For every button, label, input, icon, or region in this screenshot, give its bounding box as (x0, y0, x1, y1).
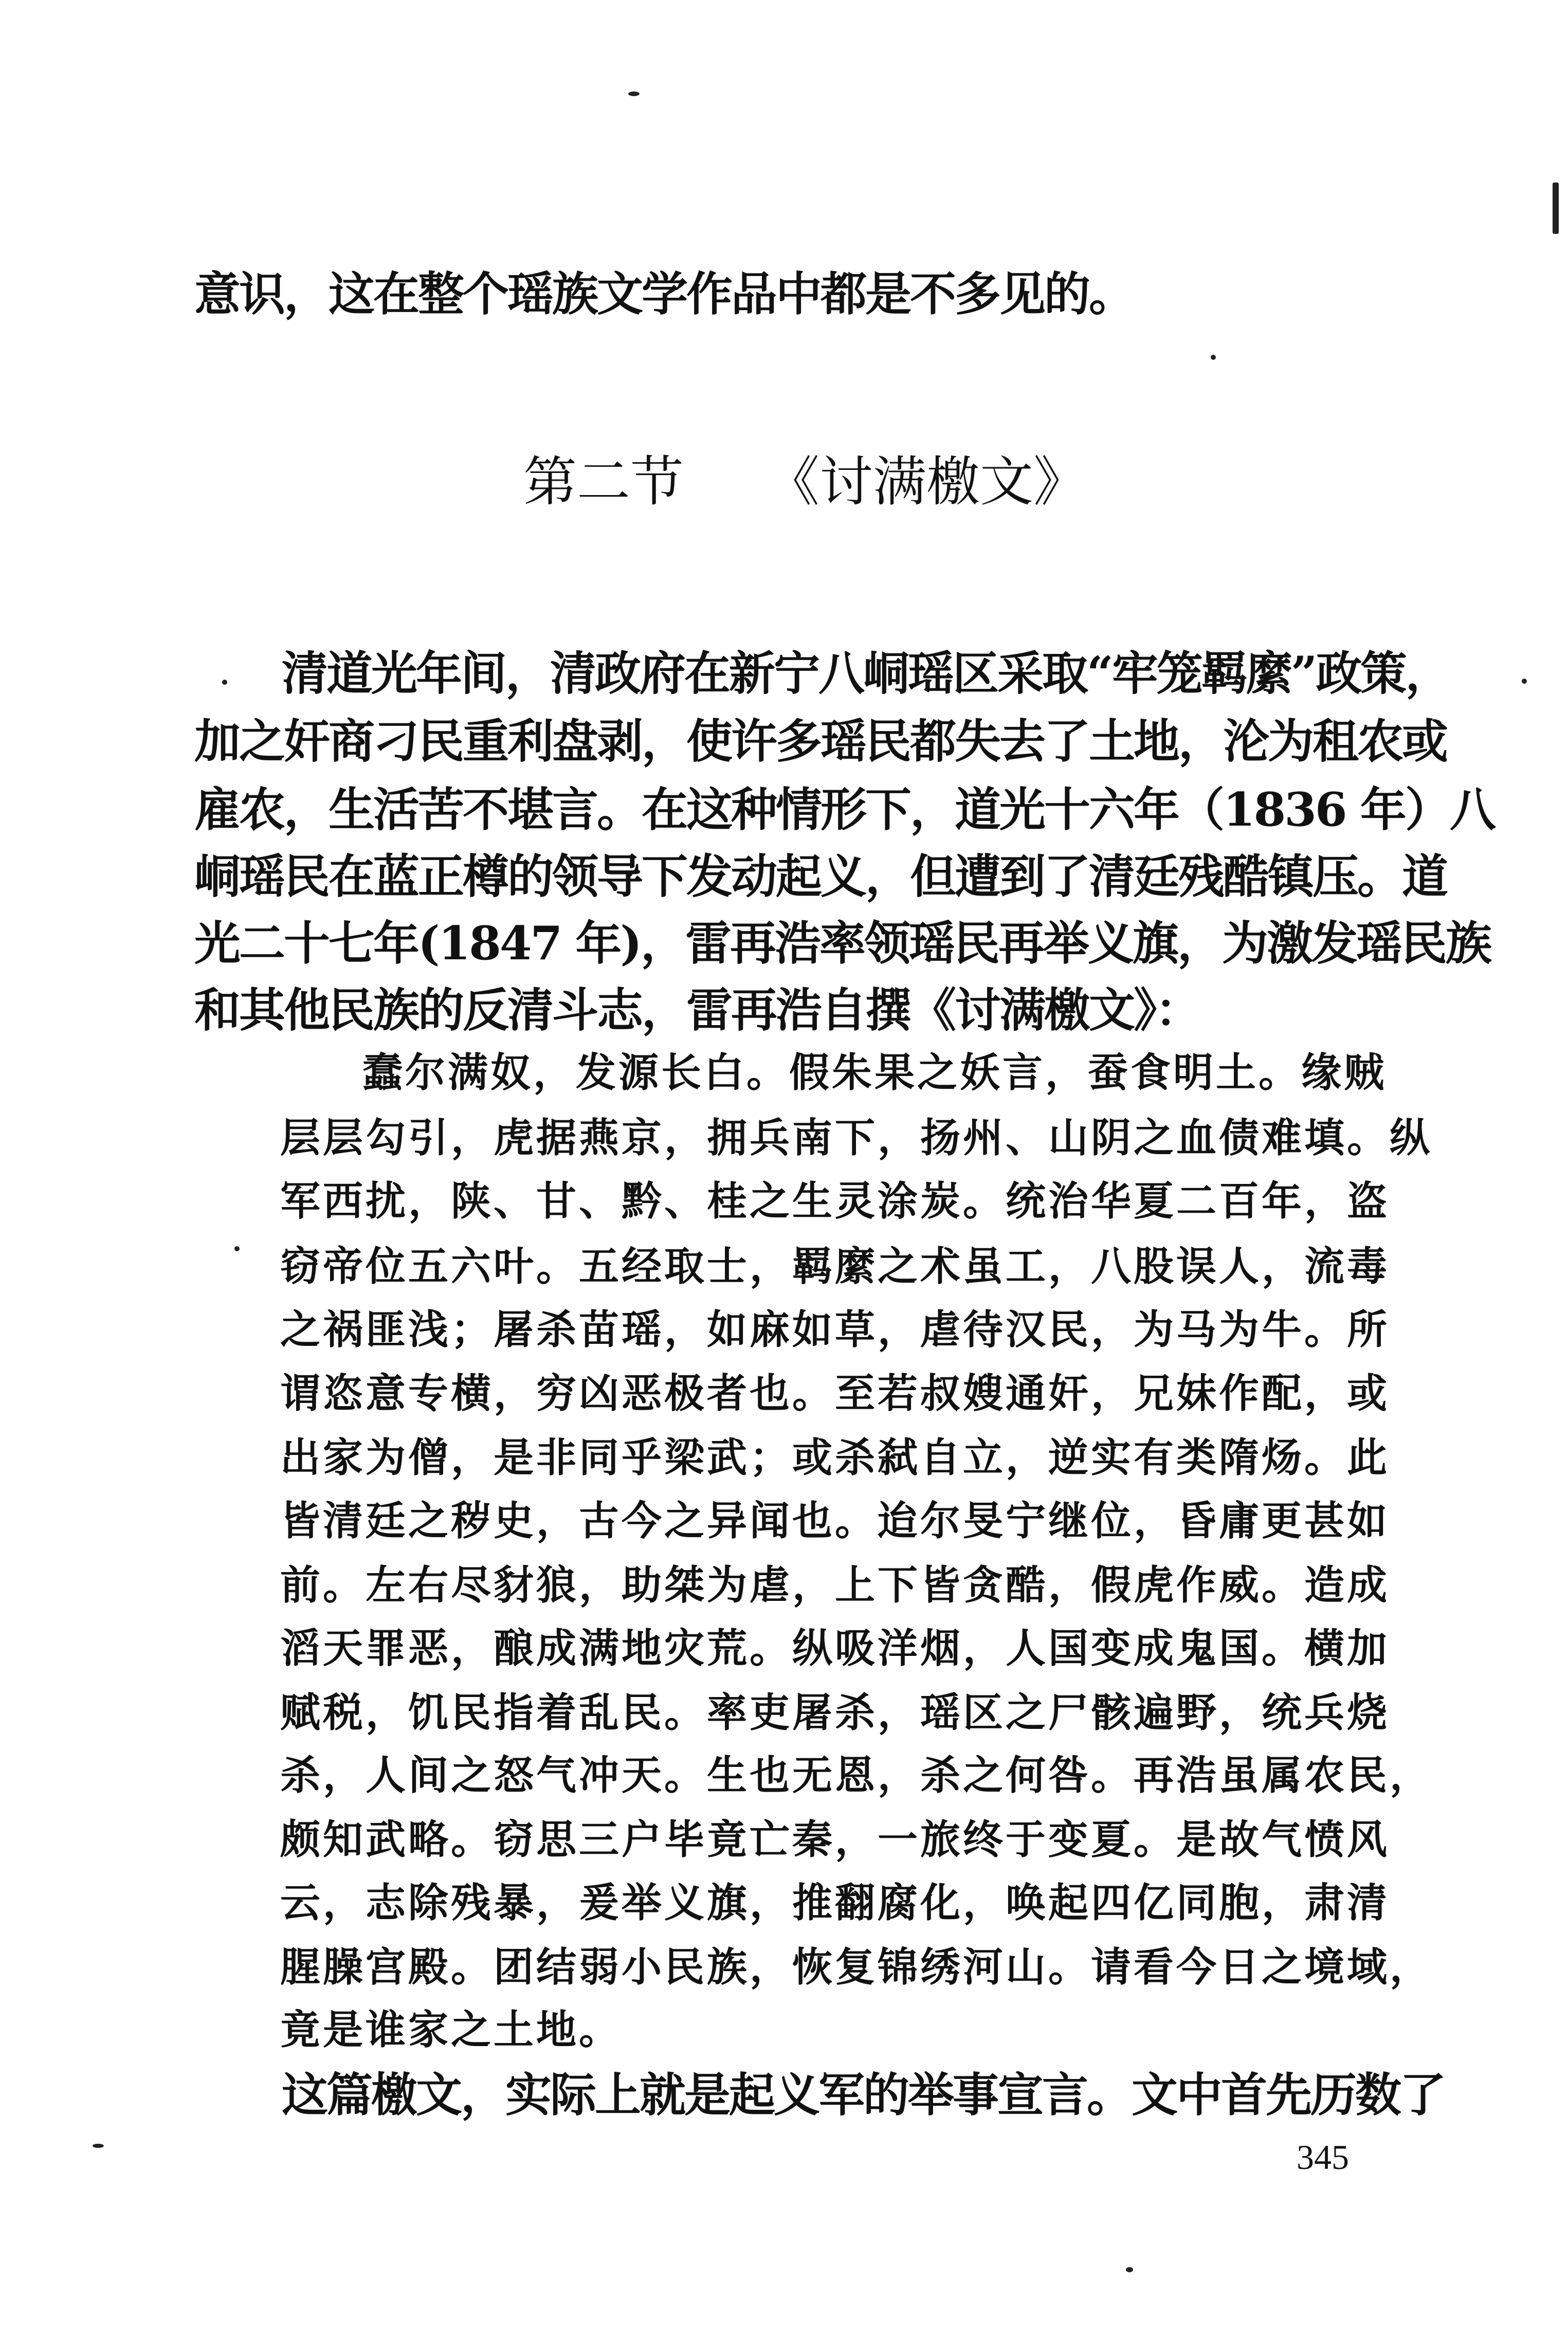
quote-line: 颇知武略。窃思三户毕竟亡秦，一旅终于变夏。是故气愤风 (280, 1817, 1390, 1863)
scan-speck (222, 680, 227, 685)
quote-line: 赋税，饥民指着乱民。率吏屠杀，瑶区之尸骸遍野，统兵烧 (280, 1690, 1390, 1736)
scan-speck (1126, 2267, 1133, 2272)
intro-line: 雇农，生活苦不堪言。在这种情形下，道光十六年（1836 年）八 (194, 782, 1494, 837)
quote-line: 出家为僧，是非同乎梁武；或杀弑自立，逆实有类隋炀。此 (280, 1435, 1390, 1481)
quote-line: 谓恣意专横，穷凶恶极者也。至若叔嫂通奸，兄妹作配，或 (280, 1371, 1390, 1417)
quote-line: 窃帝位五六叶。五经取士，羁縻之术虽工，八股误人，流毒 (280, 1244, 1390, 1290)
quote-line: 蠢尔满奴，发源长白。假朱果之妖言，蚕食明土。缘贼 (362, 1050, 1387, 1096)
scan-speck (1553, 183, 1559, 234)
scan-speck (93, 2144, 104, 2148)
quote-line: 军西扰，陕、甘、黔、桂之生灵涂炭。统治华夏二百年，盗 (280, 1178, 1390, 1225)
quote-line: 竟是谁家之土地。 (280, 2007, 622, 2053)
page-number: 345 (1297, 2138, 1349, 2177)
scan-speck (628, 92, 640, 96)
scan-speck (1522, 679, 1527, 684)
section-heading-title: 《讨满檄文》 (766, 450, 1087, 513)
intro-line: 峒瑶民在蓝正樽的领导下发动起义，但遭到了清廷残酷镇压。道 (194, 849, 1447, 904)
section-heading-number: 第二节 (523, 450, 684, 513)
intro-line: 加之奸商刁民重利盘剥，使许多瑶民都失去了土地，沦为租农或 (194, 714, 1447, 769)
quote-line: 之祸匪浅；屠杀苗瑶，如麻如草，虐待汉民，为马为牛。所 (280, 1307, 1390, 1353)
quote-line: 前。左右尽豺狼，助桀为虐，上下皆贪酷，假虎作威。造成 (280, 1562, 1390, 1609)
intro-line: 和其他民族的反清斗志，雷再浩自撰《讨满檄文》： (194, 983, 1200, 1037)
continuation-line: 意识，这在整个瑶族文学作品中都是不多见的。 (194, 267, 1134, 321)
quote-line: 腥臊宫殿。团结弱小民族，恢复锦绣河山。请看今日之境域， (280, 1944, 1433, 1991)
quote-line: 杀，人间之怒气冲天。生也无恩，杀之何咎。再浩虽属农民， (280, 1753, 1433, 1799)
quote-line: 云，志除残暴，爰举义旗，推翻腐化，唤起四亿同胞，肃清 (280, 1880, 1390, 1926)
quote-line: 滔天罪恶，酿成满地灾荒。纵吸洋烟，人国变成鬼国。横加 (280, 1626, 1390, 1672)
quote-line: 皆清廷之秽史，古今之异闻也。迨尔旻宁继位，昏庸更甚如 (280, 1498, 1390, 1544)
scan-speck (1211, 355, 1216, 360)
intro-line: 光二十七年(1847 年)，雷再浩率领瑶民再举义旗，为激发瑶民族 (194, 916, 1490, 971)
scan-speck (234, 1246, 240, 1251)
closing-line: 这篇檄文，实际上就是起义军的举事宣言。文中首先历数了 (282, 2068, 1445, 2122)
quote-line: 层层勾引，虎据燕京，拥兵南下，扬州、山阴之血债难填。纵 (280, 1115, 1433, 1161)
intro-line: 清道光年间，清政府在新宁八峒瑶区采取“牢笼羁縻”政策， (282, 646, 1450, 701)
